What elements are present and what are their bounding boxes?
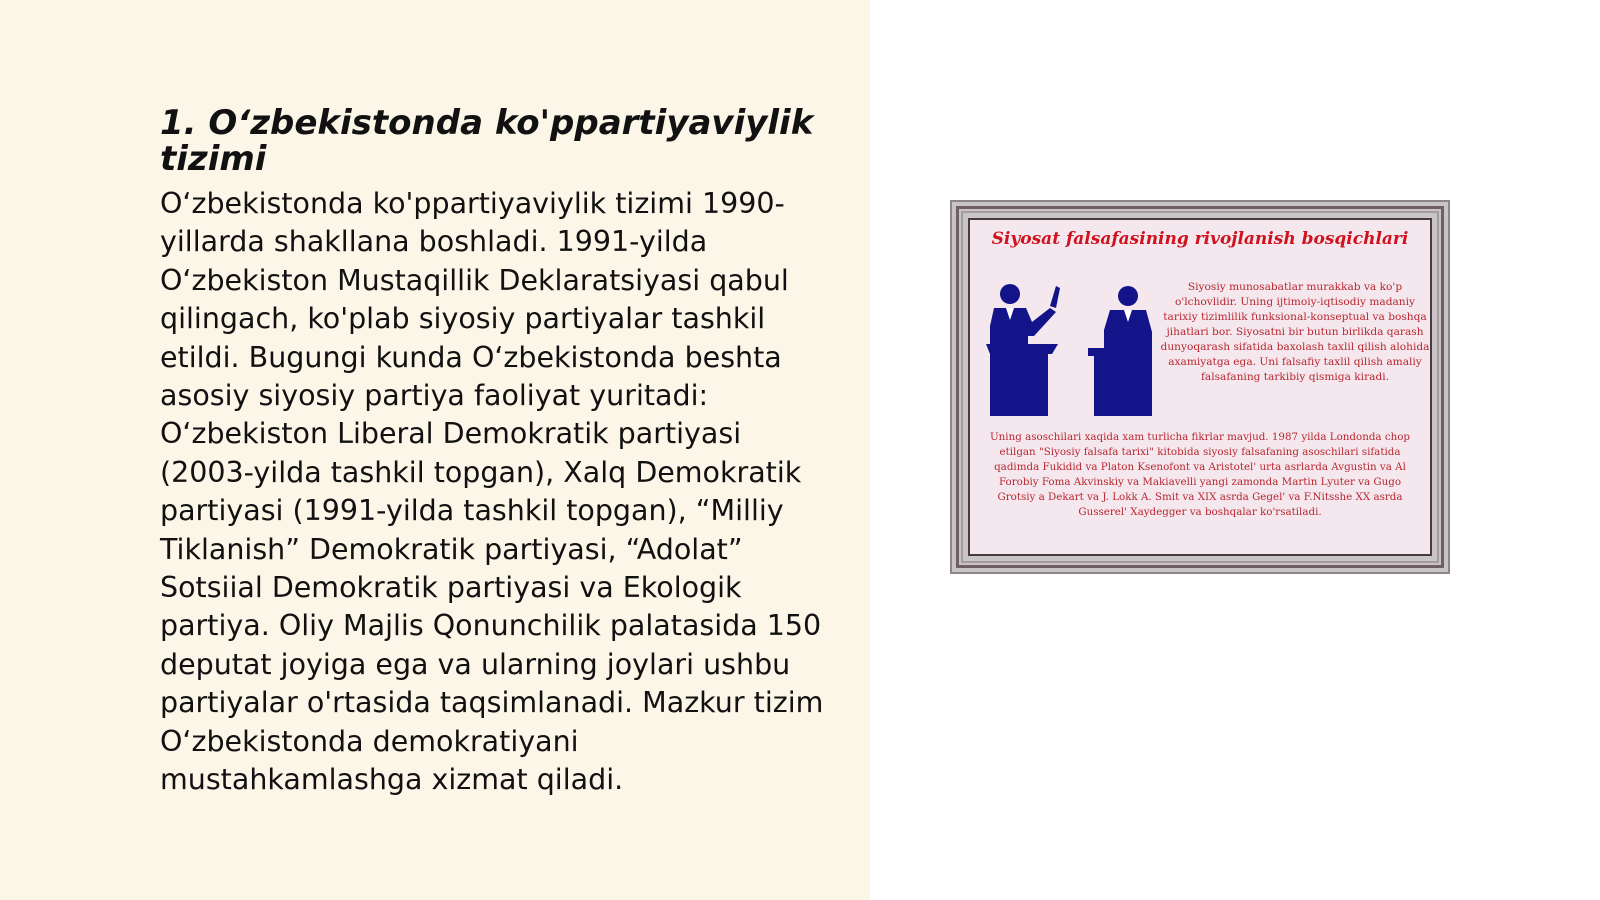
- illustration-paragraph-2: Uning asoschilari xaqida xam turlicha fikrlar mavjud. 1987 yilda Londonda chop etilgan "Siyosiy falsafa tarixi" kitobida siyosiy falsafaning asoschilari sifatida qadimda Fukidid va Platon Ksenofont va Aristotel' urta asrlarda Avgustin va Al Forobiy Foma Akvinskiy va Makiavelli yangi zamonda Martin Lyuter va Gugo Grotsiy a Dekart va J. Lokk A. Smit va XIX asrda Gegel' va F.Nitsshe XX asrda Gusserel' Xaydegger va boshqalar ko'rsatiladi.: [989, 431, 1411, 518]
- illustration-paragraph-1: Siyosiy munosabatlar murakkab va ko'p o'lchovlidir. Uning ijtimoiy-iqtisodiy madaniy tarixiy tizimlilik funksional-konseptual va boshqa jihatlari bor. Siyosatni bir butun birlikda qarash dunyoqarash sifatida baxolash taxlil qilish alohida axamiyatga ega. Uni falsafiy taxlil qilish amaliy falsafaning tarkibiy qismiga kiradi.: [1160, 281, 1430, 383]
- illustration-panel: [968, 218, 1432, 556]
- illustration-title: Siyosat falsafasining rivojlanish bosqichlari: [991, 229, 1409, 249]
- slide-body-text: O‘zbekistonda ko'ppartiyaviylik tizimi 1990-yillarda shakllana boshladi. 1991-yilda O‘zbekiston Mustaqillik Deklaratsiyasi qabul qilingach, ko'plab siyosiy partiyalar tashkil etildi. Bugungi kunda O‘zbekistonda beshta asosiy siyosiy partiya faoliyat yuritadi: O‘zbekiston Liberal Demokratik partiyasi (2003-yilda tashkil topgan), Xalq Demokratik partiyasi (1991-yilda tashkil topgan), “Milliy Tiklanish” Demokratik partiyasi, “Adolat” Sotsiial Demokratik partiyasi va Ekologik partiya. Oliy Majlis Qonunchilik palatasida 150 deputat joyiga ega va ularning joylari ushbu partiyalar o'rtasida taqsimlanadi. Mazkur tizim O‘zbekistonda demokratiyani mustahkamlashga xizmat qiladi.: [160, 187, 824, 797]
- debate-illustration: [950, 200, 1450, 574]
- slide-title: 1. O‘zbekistonda ko'ppartiyaviylik tizimi: [160, 103, 814, 179]
- debate-speakers-icon: [976, 278, 1162, 420]
